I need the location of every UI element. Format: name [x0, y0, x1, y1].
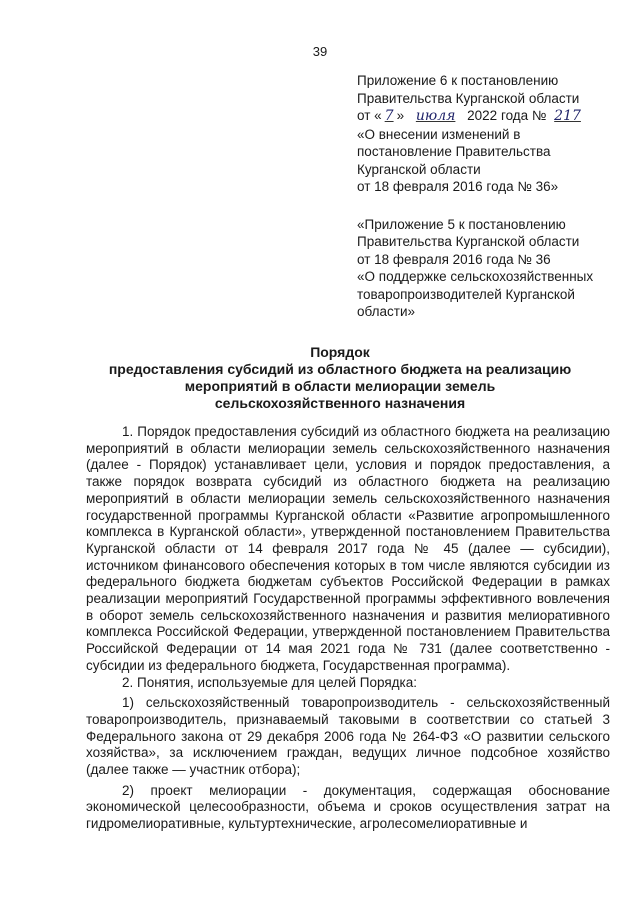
appendix-6-line: Приложение 6 к постановлению [357, 73, 559, 88]
appendix-5-line: товаропроизводителей Курганской [357, 286, 575, 302]
paragraph-definition-1: 1) сельскохозяйственный товаропроизводитель - сельскохозяйственный товаропроизводитель, признаваемый таковыми в соответствии со статьей 3 Федерального закона от 29 декабря 2006 года № 264-ФЗ «О развитии сельского хозяйства», за исключением граждан, ведущих личное подсобное хозяйство (далее также — участник отбора); [86, 695, 610, 778]
appendix-5-line: «Приложение 5 к постановлению [357, 216, 566, 232]
appendix-6-line: от 18 февраля 2016 года № 36» [357, 179, 559, 194]
appendix-6-header [357, 72, 617, 196]
title-line: предоставления субсидий из областного бюджета на реализацию [108, 361, 572, 377]
paragraph-definition-2: 2) проект мелиорации - документация, содержащая обоснование экономической целесообразности, объема и сроков осуществления затрат на гидромелиоративные, культуртехнические, агролесомелиоративные и [86, 782, 610, 832]
document-title [70, 344, 610, 412]
date-mid: » [396, 108, 405, 123]
handwritten-number: 217 [554, 108, 581, 124]
appendix-6-line: постановление Правительства [357, 144, 551, 159]
handwritten-month: июля [415, 108, 456, 124]
appendix-5-header [357, 216, 617, 321]
title-line: Порядок [310, 344, 370, 360]
appendix-6-line: «О внесении изменений в [357, 126, 521, 142]
appendix-block [357, 72, 617, 321]
appendix-6-line: Курганской области [357, 161, 481, 177]
title-line: сельскохозяйственного назначения [214, 395, 466, 411]
appendix-6-line: Правительства Курганской области [357, 90, 580, 106]
page-number: 39 [312, 44, 328, 59]
paragraph-2: 2. Понятия, используемые для целей Порядка: [122, 674, 417, 690]
appendix-5-line: области» [357, 304, 416, 319]
handwritten-day: 7 [384, 108, 394, 124]
paragraph-1: 1. Порядок предоставления субсидий из областного бюджета на реализацию мероприятий в области мелиорации земель сельскохозяйственного назначения (далее - Порядок) устанавливает цели, условия и порядок предоставления, а также порядок возврата субсидий из областного бюджета на реализацию мероприятий в области мелиорации земель сельскохозяйственного назначения государственной программы Курганской области «Развитие агропромышленного комплекса в Курганской области», утвержденной постановлением Правительства Курганской области от 14 февраля 2017 года № 45 (далее — субсидии), источником финансового обеспечения которых в том числе являются субсидии из федерального бюджета бюджетам субъектов Российской Федерации в рамках реализации мероприятий Государственной программы эффективного вовлечения в оборот земель сельскохозяйственного назначения и развития мелиоративного комплекса Российской Федерации, утвержденной постановлением Правительства Российской Федерации от 14 мая 2021 года № 731 (далее соответственно - субсидии из федерального бюджета, Государственная программа). [86, 424, 610, 673]
appendix-5-line: от 18 февраля 2016 года № 36 [357, 251, 551, 267]
date-prefix: от « [357, 108, 382, 123]
appendix-6-date-line [357, 107, 617, 126]
document-body [86, 424, 610, 833]
date-year: 2022 года № [467, 108, 547, 123]
appendix-5-line: Правительства Курганской области [357, 234, 580, 249]
title-line: мероприятий в области мелиорации земель [184, 378, 496, 394]
appendix-5-line: «О поддержке сельскохозяйственных [357, 269, 594, 284]
